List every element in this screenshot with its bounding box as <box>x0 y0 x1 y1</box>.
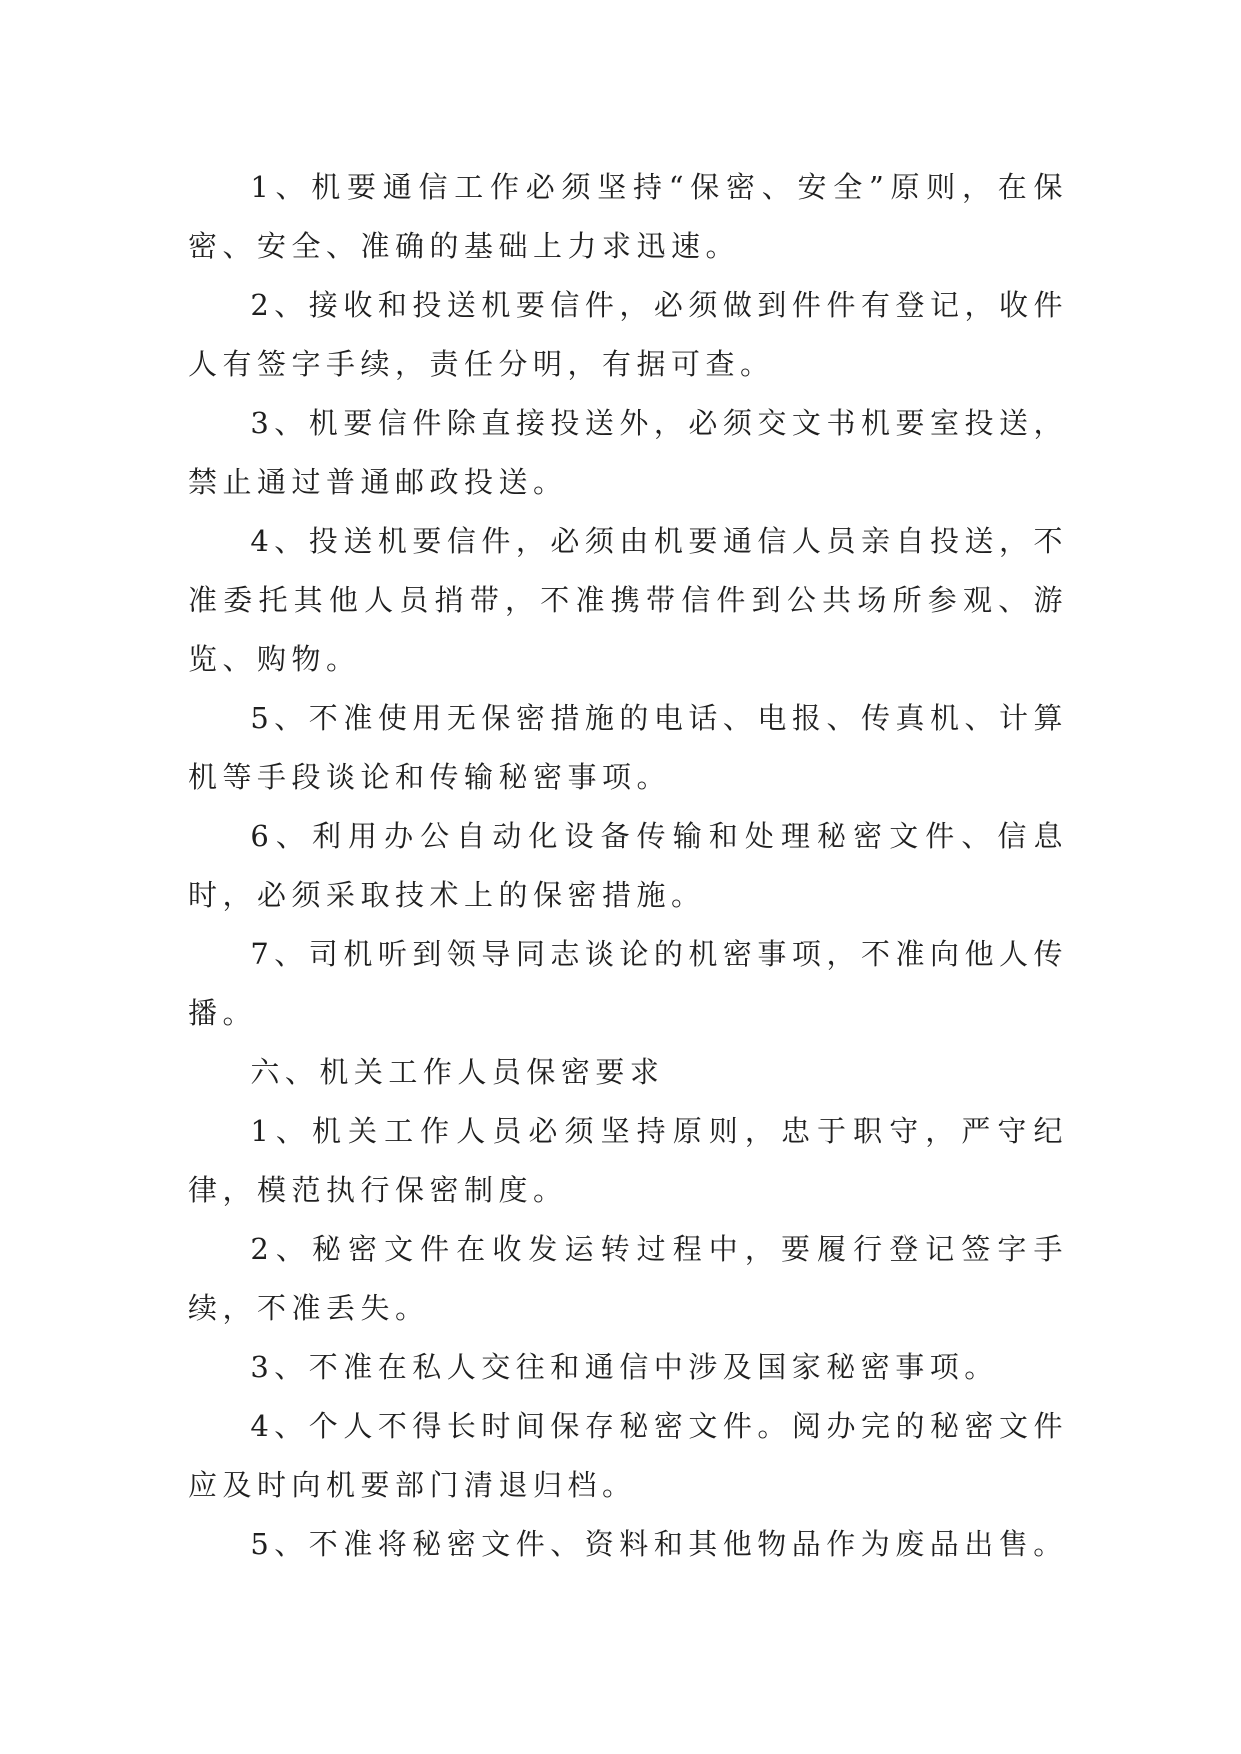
paragraph-rule-6: 6、利用办公自动化设备传输和处理秘密文件、信息时，必须采取技术上的保密措施。 <box>188 819 1068 912</box>
paragraph-rule-1: 1、机要通信工作必须坚持“保密、安全”原则，在保密、安全、准确的基础上力求迅速。 <box>188 170 1068 263</box>
section-heading: 六、机关工作人员保密要求 <box>250 1055 665 1089</box>
paragraph-staff-rule-3: 3、不准在私人交往和通信中涉及国家秘密事项。 <box>250 1350 999 1384</box>
paragraph-rule-4: 4、投送机要信件，必须由机要通信人员亲自投送，不准委托其他人员捎带，不准携带信件到公共场所参观、游览、购物。 <box>188 524 1068 676</box>
paragraph-staff-rule-2: 2、秘密文件在收发运转过程中，要履行登记签字手续，不准丢失。 <box>188 1232 1068 1325</box>
paragraph-rule-7: 7、司机听到领导同志谈论的机密事项，不准向他人传播。 <box>188 937 1068 1030</box>
paragraph-rule-3: 3、机要信件除直接投送外，必须交文书机要室投送，禁止通过普通邮政投送。 <box>188 406 1068 499</box>
paragraph-rule-2: 2、接收和投送机要信件，必须做到件件有登记，收件人有签字手续，责任分明，有据可查。 <box>188 288 1068 381</box>
paragraph-rule-5: 5、不准使用无保密措施的电话、电报、传真机、计算机等手段谈论和传输秘密事项。 <box>188 701 1068 794</box>
paragraph-staff-rule-5: 5、不准将秘密文件、资料和其他物品作为废品出售。 <box>250 1527 1068 1561</box>
paragraph-staff-rule-1: 1、机关工作人员必须坚持原则，忠于职守，严守纪律，模范执行保密制度。 <box>188 1114 1068 1207</box>
document-body <box>188 158 1068 1574</box>
paragraph-staff-rule-4: 4、个人不得长时间保存秘密文件。阅办完的秘密文件应及时向机要部门清退归档。 <box>188 1409 1068 1502</box>
